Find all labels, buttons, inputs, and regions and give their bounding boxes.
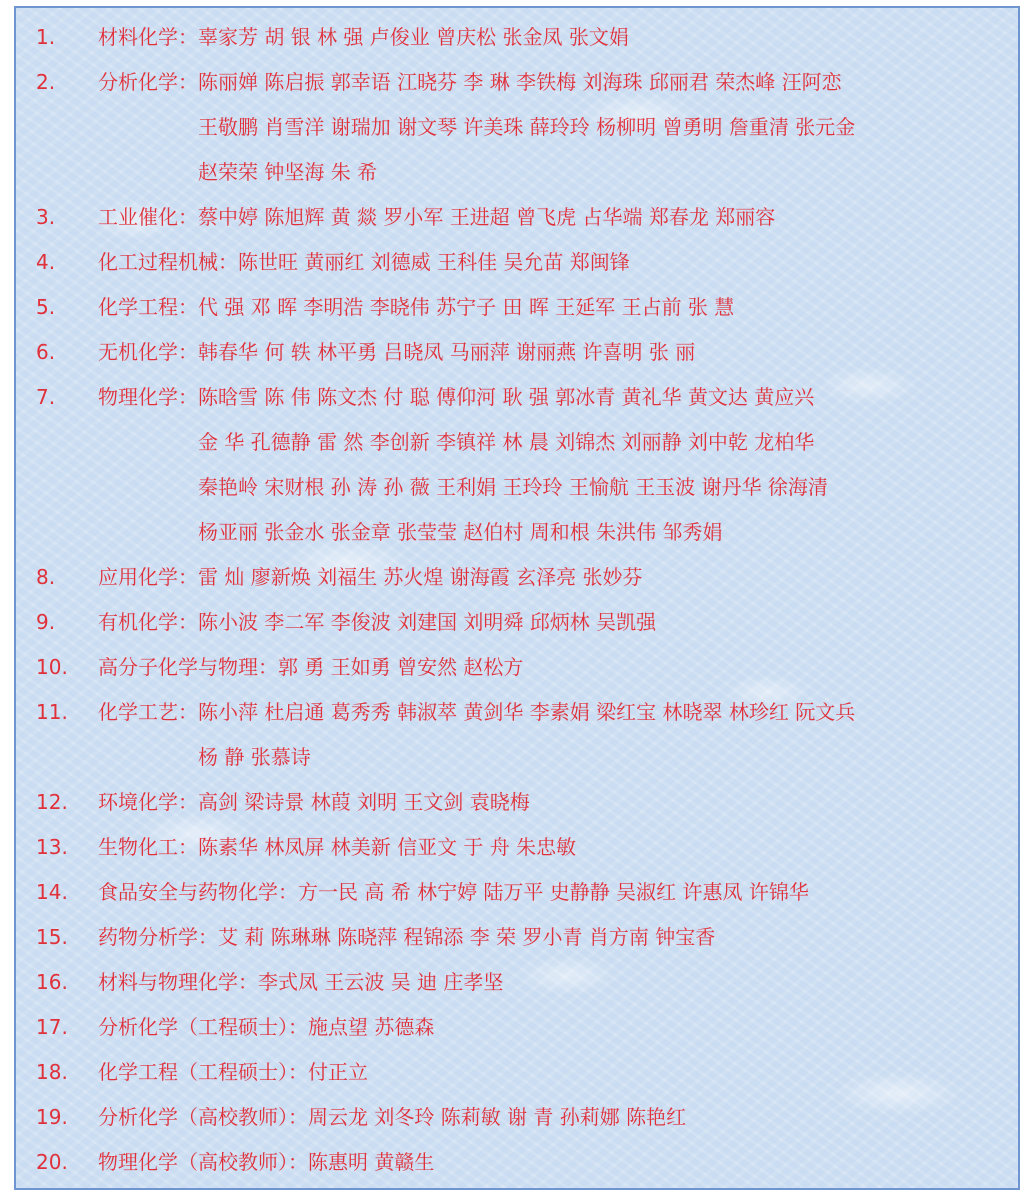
list-item [36, 375, 1006, 555]
name-line: 杨亚丽 张金水 张金章 张莹莹 赵伯村 周和根 朱洪伟 邹秀娟 [198, 520, 723, 544]
name-list [258, 960, 503, 1005]
name-line: 王敬鹏 肖雪洋 谢瑞加 谢文琴 许美珠 薛玲玲 杨柳明 曾勇明 詹重清 张元金 [198, 115, 856, 139]
item-number: 5. [36, 295, 56, 319]
list-item [36, 870, 1006, 915]
item-number: 20. [36, 1150, 68, 1174]
field-label: 化学工程（工程硕士）： [98, 1060, 308, 1084]
name-list [198, 555, 643, 600]
name-list [298, 870, 809, 915]
name-line: 艾 莉 陈琳琳 陈晓萍 程锦添 李 荣 罗小青 肖方南 钟宝香 [218, 925, 716, 949]
item-number: 13. [36, 835, 68, 859]
name-line: 陈晗雪 陈 伟 陈文杰 付 聪 傅仰河 耿 强 郭冰青 黄礼华 黄文达 黄应兴 [198, 385, 815, 409]
name-list [198, 285, 734, 330]
field-label: 分析化学（高校教师）： [98, 1105, 308, 1129]
list-item [36, 330, 1006, 375]
name-line: 雷 灿 廖新焕 刘福生 苏火煌 谢海霞 玄泽亮 张妙芬 [198, 565, 643, 589]
name-line: 施点望 苏德森 [308, 1015, 435, 1039]
item-number: 6. [36, 340, 56, 364]
field-label: 环境化学： [98, 790, 198, 814]
name-line: 金 华 孔德静 雷 然 李创新 李镇祥 林 晨 刘锦杰 刘丽静 刘中乾 龙柏华 [198, 430, 815, 454]
name-line: 陈小萍 杜启通 葛秀秀 韩淑萃 黄剑华 李素娟 梁红宝 林晓翠 林珍红 阮文兵 [198, 700, 856, 724]
name-line: 付正立 [308, 1060, 368, 1084]
field-label: 物理化学： [98, 385, 198, 409]
name-list [308, 1095, 686, 1140]
list-item [36, 960, 1006, 1005]
name-list [198, 600, 656, 645]
item-number: 12. [36, 790, 68, 814]
item-number: 16. [36, 970, 68, 994]
name-line: 代 强 邓 晖 李明浩 李晓伟 苏宁子 田 晖 王延军 王占前 张 慧 [198, 295, 735, 319]
item-number: 10. [36, 655, 68, 679]
list-item [36, 285, 1006, 330]
list-item [36, 195, 1006, 240]
name-line: 杨 静 张慕诗 [198, 745, 311, 769]
name-line: 陈素华 林凤屏 林美新 信亚文 于 舟 朱忠敏 [198, 835, 577, 859]
name-list [308, 1140, 434, 1185]
list-item [36, 600, 1006, 645]
name-line: 辜家芳 胡 银 林 强 卢俊业 曾庆松 张金凤 张文娟 [198, 25, 629, 49]
field-label: 工业催化： [98, 205, 198, 229]
item-number: 4. [36, 250, 56, 274]
field-label: 无机化学： [98, 340, 198, 364]
list-item [36, 645, 1006, 690]
name-line: 赵荣荣 钟坚海 朱 希 [198, 160, 378, 184]
list-item [36, 60, 1006, 195]
name-list-panel [14, 6, 1020, 1190]
name-line: 高剑 梁诗景 林葭 刘明 王文剑 袁晓梅 [198, 790, 530, 814]
list-item [36, 555, 1006, 600]
item-number: 9. [36, 610, 56, 634]
field-label: 化学工程： [98, 295, 198, 319]
field-label: 材料化学： [98, 25, 198, 49]
name-line: 蔡中婷 陈旭辉 黄 燚 罗小军 王进超 曾飞虎 占华端 郑春龙 郑丽容 [198, 205, 776, 229]
field-label: 材料与物理化学： [98, 970, 258, 994]
list-item [36, 780, 1006, 825]
entry-list [36, 15, 1006, 1185]
name-line: 陈丽婵 陈启振 郭幸语 江晓芬 李 琳 李铁梅 刘海珠 邱丽君 荣杰峰 汪阿恋 [198, 70, 842, 94]
item-number: 1. [36, 25, 56, 49]
field-label: 化学工艺： [98, 700, 198, 724]
name-list [198, 330, 695, 375]
list-item [36, 1050, 1006, 1095]
name-line: 陈小波 李二军 李俊波 刘建国 刘明舜 邱炳林 吴凯强 [198, 610, 657, 634]
field-label: 食品安全与药物化学： [98, 880, 298, 904]
field-label: 药物分析学： [98, 925, 218, 949]
list-item [36, 1095, 1006, 1140]
item-number: 17. [36, 1015, 68, 1039]
field-label: 物理化学（高校教师）： [98, 1150, 308, 1174]
name-list [198, 780, 530, 825]
name-line: 陈世旺 黄丽红 刘德威 王科佳 吴允苗 郑闽锋 [238, 250, 630, 274]
name-list [198, 375, 828, 555]
name-line: 李式凤 王云波 吴 迪 庄孝坚 [258, 970, 504, 994]
item-number: 3. [36, 205, 56, 229]
list-item [36, 240, 1006, 285]
item-number: 19. [36, 1105, 68, 1129]
name-line: 陈惠明 黄赣生 [308, 1150, 435, 1174]
field-label: 分析化学： [98, 70, 198, 94]
field-label: 高分子化学与物理： [98, 655, 278, 679]
list-item [36, 825, 1006, 870]
item-number: 8. [36, 565, 56, 589]
name-list [218, 915, 715, 960]
name-list [308, 1005, 434, 1050]
field-label: 生物化工： [98, 835, 198, 859]
item-number: 18. [36, 1060, 68, 1084]
name-list [198, 15, 629, 60]
name-list [198, 195, 775, 240]
list-item [36, 1140, 1006, 1185]
name-line: 韩春华 何 轶 林平勇 吕晓凤 马丽萍 谢丽燕 许喜明 张 丽 [198, 340, 696, 364]
field-label: 分析化学（工程硕士）： [98, 1015, 308, 1039]
item-number: 15. [36, 925, 68, 949]
name-line: 周云龙 刘冬玲 陈莉敏 谢 青 孙莉娜 陈艳红 [308, 1105, 687, 1129]
name-line: 郭 勇 王如勇 曾安然 赵松方 [278, 655, 524, 679]
name-list [198, 825, 576, 870]
field-label: 有机化学： [98, 610, 198, 634]
item-number: 11. [36, 700, 68, 724]
item-number: 7. [36, 385, 56, 409]
item-number: 14. [36, 880, 68, 904]
list-item [36, 690, 1006, 780]
name-list [308, 1050, 368, 1095]
name-line: 秦艳岭 宋财根 孙 涛 孙 薇 王利娟 王玲玲 王愉航 王玉波 谢丹华 徐海清 [198, 475, 828, 499]
name-list [198, 690, 855, 780]
list-item [36, 915, 1006, 960]
item-number: 2. [36, 70, 56, 94]
name-list [278, 645, 523, 690]
field-label: 应用化学： [98, 565, 198, 589]
list-item [36, 1005, 1006, 1050]
name-list [238, 240, 630, 285]
list-item [36, 15, 1006, 60]
field-label: 化工过程机械： [98, 250, 238, 274]
name-line: 方一民 高 希 林宁婷 陆万平 史静静 吴淑红 许惠凤 许锦华 [298, 880, 809, 904]
name-list [198, 60, 855, 195]
